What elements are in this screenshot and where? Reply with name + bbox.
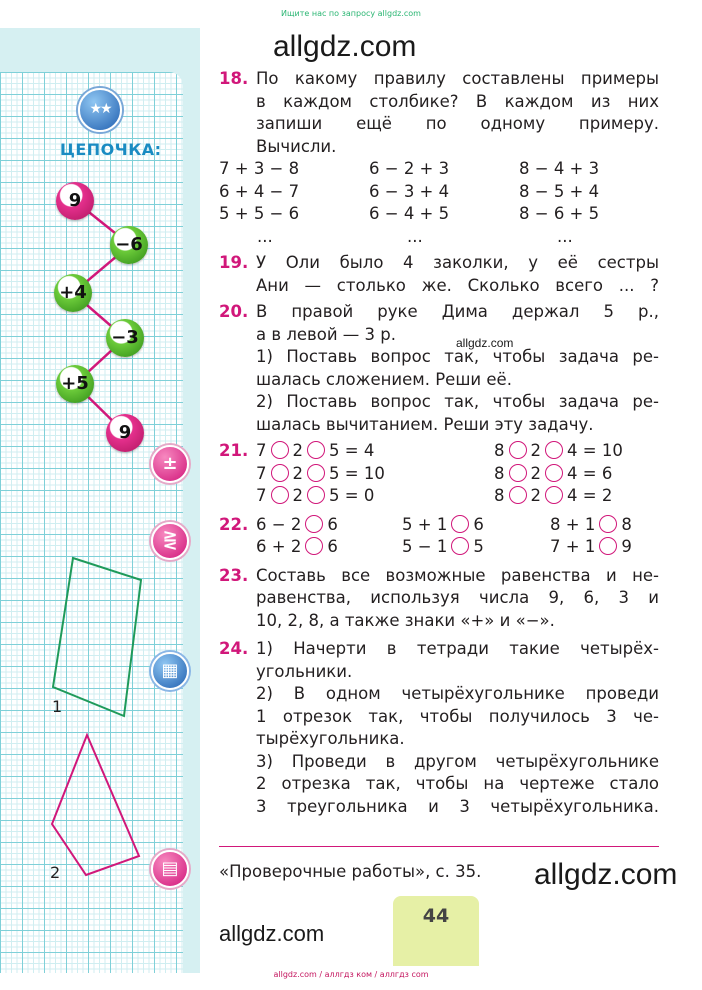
example-row: [219, 226, 659, 249]
example: 6 + 4 − 7: [219, 181, 300, 201]
sign-example: 7 2 5 = 10: [256, 463, 385, 483]
text-line: 2) В одном четырёхугольнике проведи: [256, 684, 659, 703]
exercise-18: [219, 68, 659, 248]
exercise-20: [219, 301, 659, 436]
shape-label-2: 2: [50, 863, 61, 882]
chain-label: ЦЕПОЧКА:: [60, 140, 162, 159]
sign-example: 8 2 4 = 6: [494, 463, 613, 483]
sign-row: [256, 463, 659, 486]
sign-row: [256, 440, 659, 463]
compare-example: 7 + 1 9: [550, 537, 632, 556]
header-note: Ищите нас по запросу allgdz.com: [281, 9, 421, 18]
compare-example: 8 + 1 8: [550, 514, 632, 534]
sign-example: 8 2 4 = 10: [494, 441, 623, 460]
example-columns: [219, 158, 659, 248]
quadrilateral-2: [52, 735, 139, 875]
compare-row: [256, 536, 659, 559]
chain-ball-3: +4: [54, 274, 92, 312]
exercise-24: [219, 638, 659, 818]
blank-circle: [509, 486, 527, 504]
watermark: allgdz.com: [534, 858, 678, 891]
text-line: По какому правилу составлены примеры: [256, 69, 659, 88]
example-row: [219, 158, 659, 181]
text-line: Вычисли.: [256, 136, 337, 156]
exercise-number: 23.: [219, 565, 249, 585]
chain-ball-5: +5: [56, 365, 94, 403]
blank-circle: [451, 537, 469, 555]
example: 8 − 6 + 5: [519, 204, 600, 223]
compare-example: 6 + 2 6: [256, 537, 338, 556]
text-line: 1) Поставь вопрос так, чтобы задача ре-: [256, 347, 659, 366]
plus-minus-icon: ±: [151, 445, 189, 483]
shape-label-1: 1: [52, 697, 63, 716]
sign-example: 7 2 5 = 4: [256, 441, 375, 460]
watermark: allgdz.com: [219, 921, 325, 946]
exercise-number: 21.: [219, 441, 249, 460]
ellipsis: ...: [257, 226, 273, 246]
text-line: 3 треугольника и 3 четырёхугольника.: [256, 796, 659, 816]
text-line: В правой руке Дима держал 5 р.,: [256, 302, 659, 321]
blank-circle: [509, 441, 527, 459]
exercise-number: 18.: [219, 69, 249, 88]
text-line: а в левой — 3 р.: [256, 324, 397, 344]
watermark: allgdz.com: [456, 336, 514, 350]
grid-icon: ▦: [151, 652, 189, 690]
blank-circle: [271, 441, 289, 459]
text-line: Составь все возможные равенства и не-: [256, 565, 659, 585]
quadrilateral-1: [53, 558, 141, 716]
text-line: Ани — столько же. Сколько всего ... ?: [256, 275, 659, 295]
ellipsis: ...: [557, 226, 573, 246]
blank-circle: [305, 515, 323, 533]
text-line: шалась вычитанием. Реши эту задачу.: [256, 414, 594, 434]
sign-example: 7 2 5 = 0: [256, 486, 375, 505]
blank-circle: [509, 464, 527, 482]
blank-circle: [307, 486, 325, 504]
example: 5 + 5 − 6: [219, 204, 300, 223]
book-icon: ▤: [151, 850, 189, 888]
blank-circle: [451, 515, 469, 533]
text-line: равенства, используя числа 9, 6, 3 и: [256, 588, 659, 607]
text-line: в каждом столбике? В каждом из них: [256, 91, 659, 111]
text-line: 2 отрезка так, чтобы на чертеже стало: [256, 774, 659, 793]
divider: [219, 846, 659, 847]
blank-circle: [307, 441, 325, 459]
exercise-number: 19.: [219, 253, 249, 272]
text-line: 2) Поставь вопрос так, чтобы задача ре-: [256, 392, 659, 411]
footer-note: allgdz.com / аллгдз ком / аллгдз com: [273, 970, 429, 979]
blank-circle: [307, 464, 325, 482]
compare-example: 5 − 1 5: [402, 537, 484, 556]
exercise-22: [219, 514, 659, 559]
text-line: запиши ещё по одному примеру.: [256, 114, 659, 133]
text-line: У Оли было 4 заколки, у её сестры: [256, 253, 659, 272]
text-line: 1) Начерти в тетради такие четырёх-: [256, 639, 659, 658]
watermark: allgdz.com: [273, 30, 417, 63]
blank-circle: [545, 486, 563, 504]
quadrilaterals: [0, 540, 200, 890]
sign-example: 8 2 4 = 2: [494, 486, 613, 505]
text-line: 3) Проведи в другом четырёхугольнике: [256, 751, 659, 771]
example: 8 − 5 + 4: [519, 181, 600, 201]
compare-row: [256, 514, 659, 537]
example: 7 + 3 − 8: [219, 159, 300, 178]
example: 6 − 3 + 4: [369, 181, 450, 201]
exercise-number: 22.: [219, 514, 249, 534]
text-line: шалась сложением. Реши её.: [256, 369, 512, 389]
exercise-number: 24.: [219, 639, 249, 658]
chain-ball-6: 9: [106, 414, 144, 452]
exercise-19: [219, 252, 659, 297]
example-row: [219, 181, 659, 204]
chain-connectors: [0, 0, 200, 470]
text-line: 10, 2, 8, а также знаки «+» и «−».: [256, 610, 555, 630]
compare-example: 6 − 2 6: [256, 514, 338, 534]
blank-circle: [271, 486, 289, 504]
blank-circle: [599, 515, 617, 533]
blank-circle: [271, 464, 289, 482]
text-line: тырёхугольника.: [256, 729, 405, 748]
page-number: 44: [393, 896, 479, 966]
chain-ball-1: 9: [56, 182, 94, 220]
exercise-23: [219, 565, 659, 633]
example-row: [219, 203, 659, 226]
example: 6 − 4 + 5: [369, 204, 450, 223]
footnote-reference: «Проверочные работы», с. 35.: [219, 862, 482, 881]
sign-table: [256, 440, 659, 508]
exercise-list: [219, 68, 659, 822]
chain-ball-2: −6: [110, 226, 148, 264]
ellipsis: ...: [407, 226, 423, 246]
text-line: 1 отрезок так, чтобы получилось 3 че-: [256, 706, 659, 726]
blank-circle: [599, 537, 617, 555]
text-line: угольники.: [256, 661, 353, 681]
exercise-21: [219, 440, 659, 508]
example: 8 − 4 + 3: [519, 159, 600, 178]
compare-icon: ⋛: [151, 522, 189, 560]
sign-row: [256, 485, 659, 508]
star-icon: ★★: [78, 88, 122, 132]
exercise-number: 20.: [219, 302, 249, 321]
blank-circle: [545, 441, 563, 459]
chain-ball-4: −3: [106, 319, 144, 357]
example: 6 − 2 + 3: [369, 159, 450, 178]
compare-example: 5 + 1 6: [402, 514, 484, 534]
blank-circle: [545, 464, 563, 482]
blank-circle: [305, 537, 323, 555]
